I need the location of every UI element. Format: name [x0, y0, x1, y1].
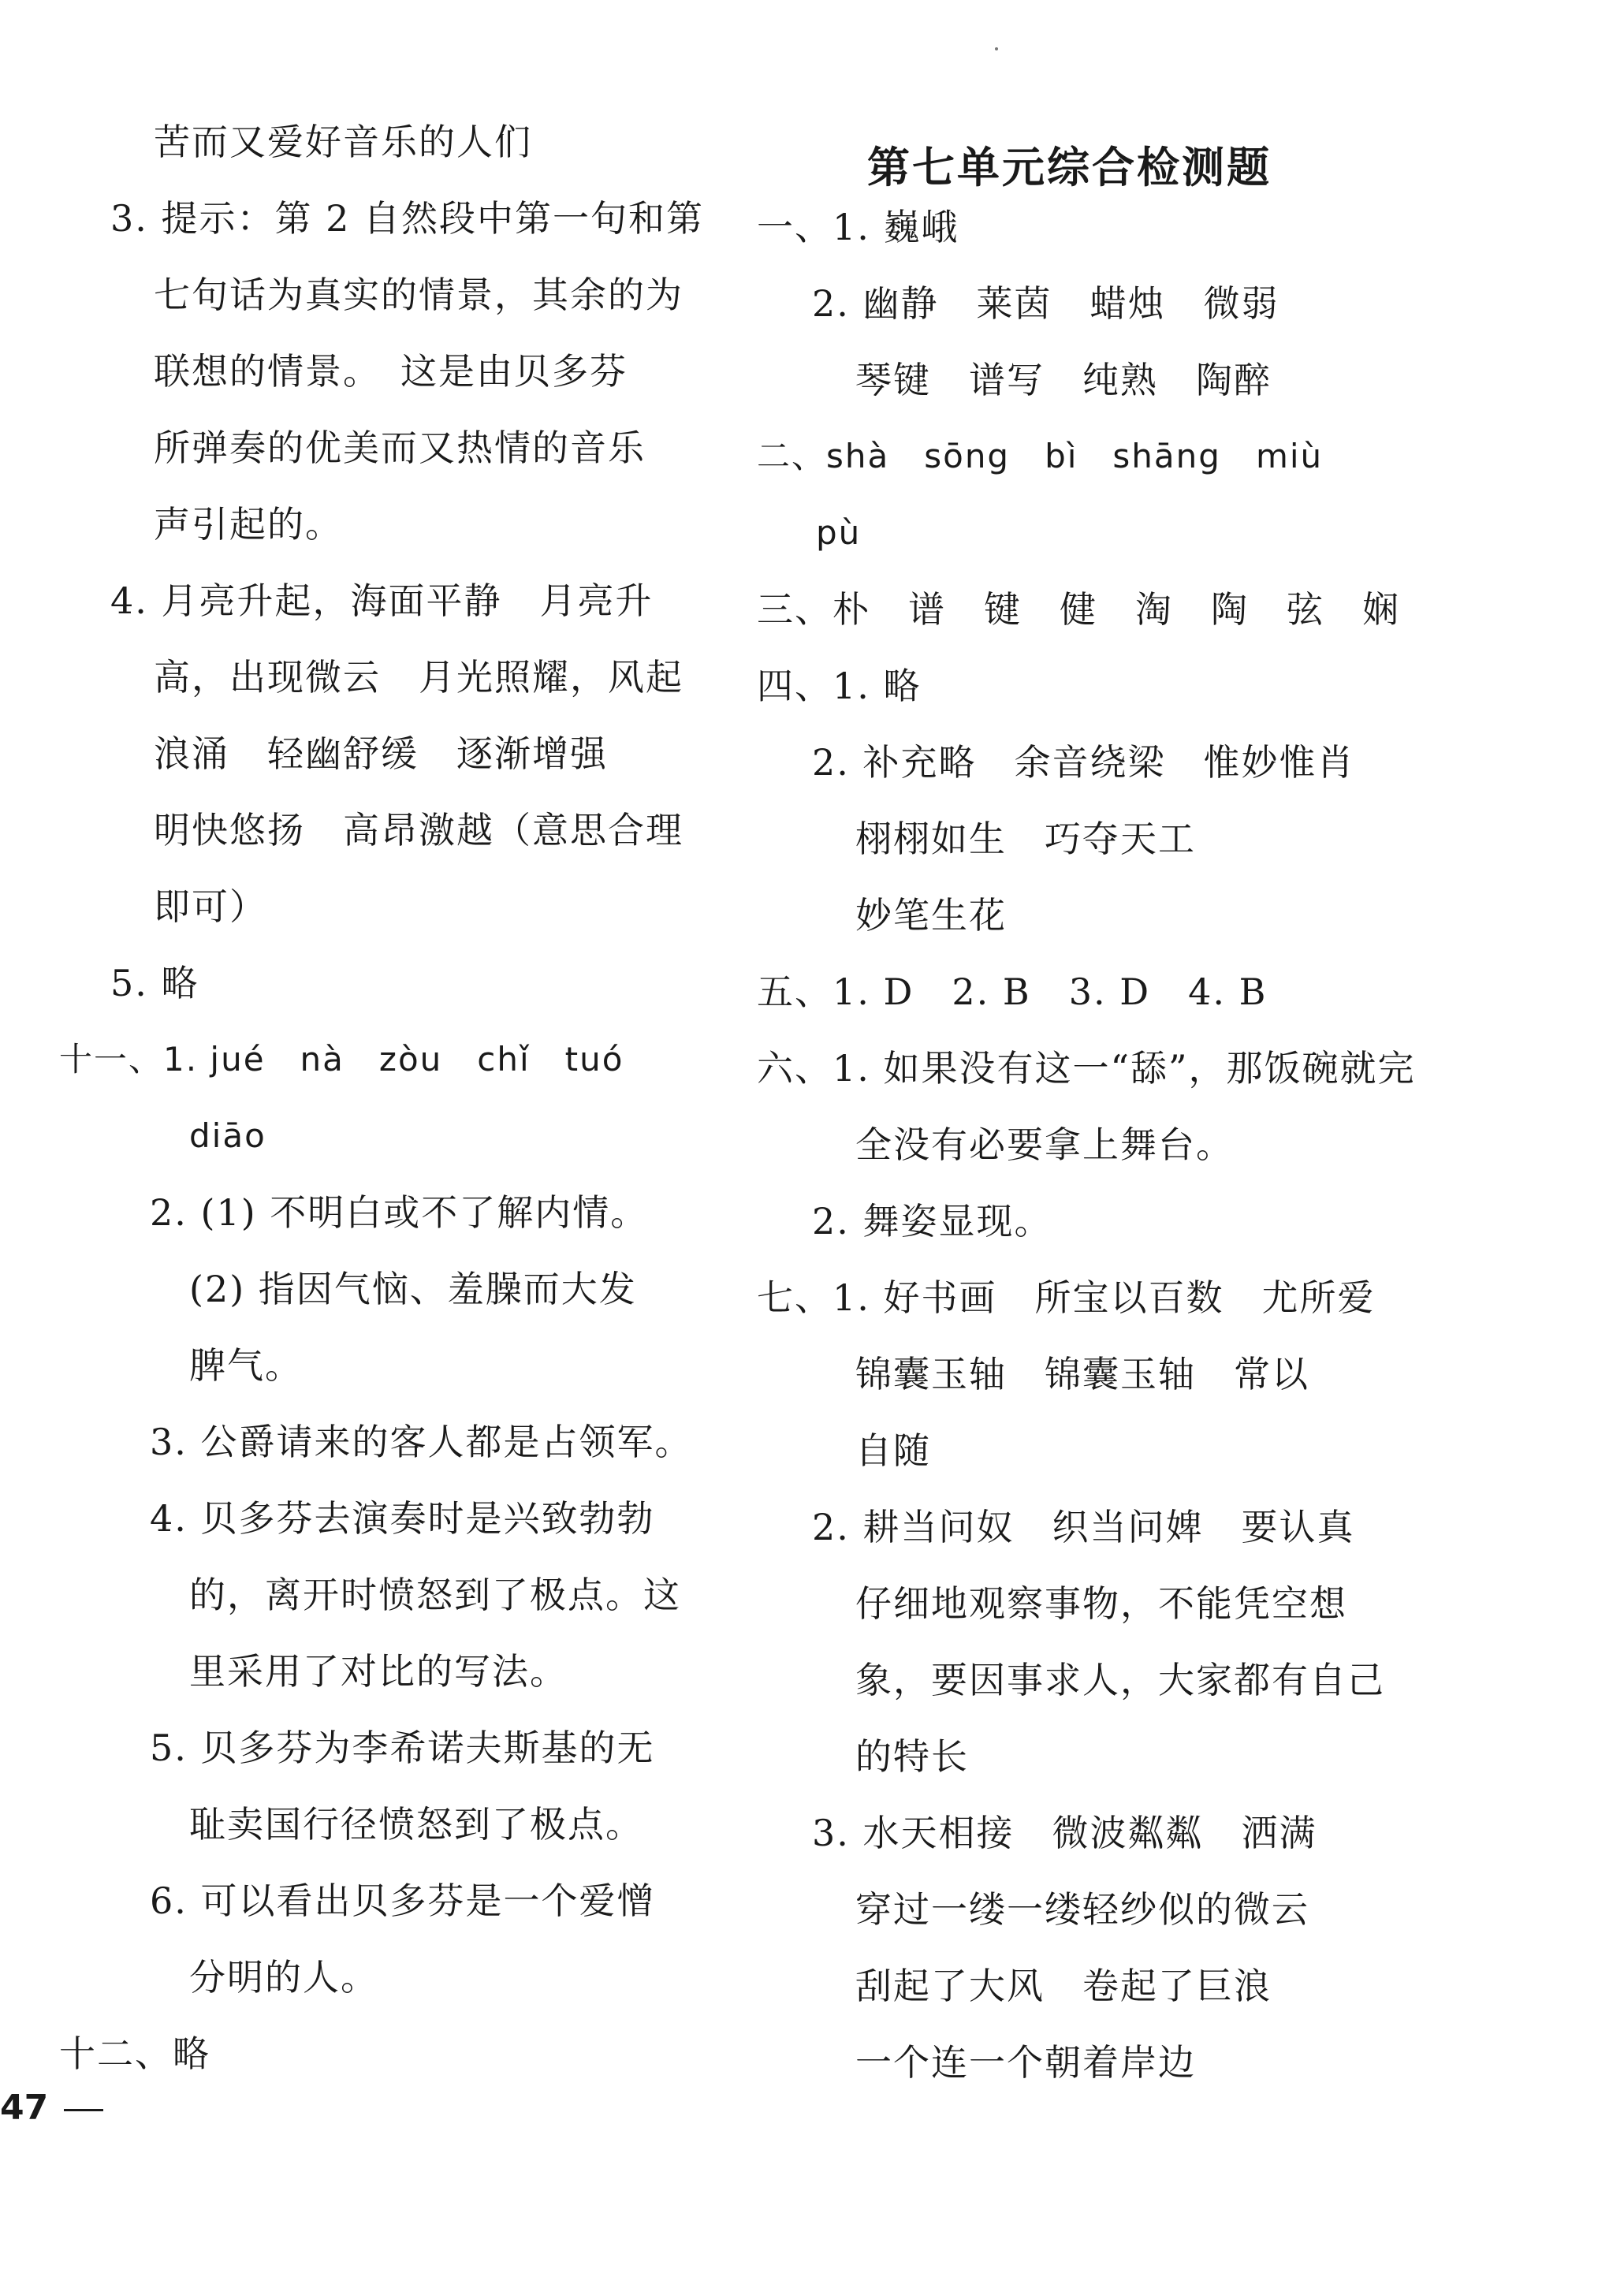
right-answer-line: 全没有必要拿上舞台。 [855, 1123, 1234, 1166]
right-answer-line: 七、1. 好书画 所宝以百数 尤所爱 [757, 1276, 1376, 1319]
right-answer-line: 自随 [855, 1429, 931, 1472]
left-answer-line: diāo [189, 1116, 266, 1155]
right-answer-line: pù [816, 513, 862, 552]
left-answer-line: 高，出现微云 月光照耀，风起 [154, 656, 683, 699]
right-answer-line: 2. 补充略 余音绕梁 惟妙惟肖 [812, 741, 1355, 784]
scan-speck [995, 47, 998, 50]
right-answer-line: 六、1. 如果没有这一“舔”，那饭碗就完 [757, 1047, 1416, 1090]
footer-dash [64, 2109, 103, 2111]
left-answer-line: 明快悠扬 高昂激越（意思合理 [154, 809, 683, 851]
right-answer-line: 琴键 谱写 纯熟 陶醉 [855, 359, 1272, 401]
left-answer-line: 5. 略 [110, 962, 199, 1004]
left-answer-line: 耻卖国行径愤怒到了极点。 [189, 1803, 643, 1846]
unit-seven-title: 第七单元综合检测题 [867, 143, 1272, 192]
right-answer-line: 仔细地观察事物，不能凭空想 [855, 1582, 1347, 1625]
right-answer-line: 栩栩如生 巧夺天工 [855, 818, 1196, 860]
left-answer-line: 分明的人。 [189, 1956, 378, 1999]
left-answer-line: 十一、1. jué nà zòu chǐ tuó [59, 1040, 624, 1079]
left-answer-line: 6. 可以看出贝多芬是一个爱憎 [150, 1880, 655, 1922]
right-answer-line: 3. 水天相接 微波粼粼 洒满 [812, 1812, 1317, 1854]
left-answer-line: 浪涌 轻幽舒缓 逐渐增强 [154, 732, 608, 775]
right-answer-line: 2. 舞姿显现。 [812, 1200, 1052, 1242]
left-answer-line: 所弹奏的优美而又热情的音乐 [154, 427, 646, 469]
right-answer-line: 一个连一个朝着岸边 [855, 2041, 1196, 2084]
left-answer-line: 苦而又爱好音乐的人们 [154, 121, 532, 163]
page-number: 47 [0, 2088, 49, 2128]
right-answer-line: 妙笔生花 [855, 894, 1007, 937]
page-footer [0, 2088, 103, 2128]
right-answer-line: 2. 耕当问奴 织当问婢 要认真 [812, 1506, 1355, 1548]
left-answer-line: 里采用了对比的写法。 [189, 1650, 568, 1693]
right-answer-line: 的特长 [855, 1735, 969, 1778]
left-answer-line: 3. 公爵请来的客人都是占领军。 [150, 1421, 693, 1463]
right-answer-line: 二、shà sōng bì shāng miù [757, 437, 1324, 475]
right-answer-line: 锦囊玉轴 锦囊玉轴 常以 [855, 1353, 1309, 1395]
right-answer-line: 象，要因事求人，大家都有自己 [855, 1659, 1385, 1701]
right-answer-line: 一、1. 巍峨 [757, 206, 959, 248]
left-answer-line: 七句话为真实的情景，其余的为 [154, 274, 683, 316]
left-answer-line: 5. 贝多芬为李希诺夫斯基的无 [150, 1727, 655, 1769]
left-answer-line: 声引起的。 [154, 503, 343, 546]
left-answer-line: 2. (1) 不明白或不了解内情。 [150, 1191, 649, 1234]
left-answer-line: (2) 指因气恼、羞臊而大发 [189, 1268, 637, 1310]
right-answer-line: 五、1. D 2. B 3. D 4. B [757, 970, 1268, 1013]
right-answer-line: 四、1. 略 [757, 665, 922, 707]
left-answer-line: 十二、略 [59, 2032, 210, 2075]
left-answer-line: 的，离开时愤怒到了极点。这 [189, 1574, 681, 1616]
left-answer-line: 4. 月亮升起，海面平静 月亮升 [110, 579, 654, 622]
right-answer-line: 三、朴 谱 键 健 淘 陶 弦 娴 [757, 588, 1400, 631]
right-answer-line: 2. 幽静 莱茵 蜡烛 微弱 [812, 282, 1279, 325]
right-answer-line: 刮起了大风 卷起了巨浪 [855, 1965, 1272, 2007]
left-answer-line: 3. 提示：第 2 自然段中第一句和第 [110, 197, 705, 240]
left-answer-line: 即可） [154, 885, 267, 928]
left-answer-line: 脾气。 [189, 1344, 303, 1387]
left-answer-line: 联想的情景。 这是由贝多芬 [154, 350, 628, 393]
left-answer-line: 4. 贝多芬去演奏时是兴致勃勃 [150, 1497, 655, 1540]
right-answer-line: 穿过一缕一缕轻纱似的微云 [855, 1888, 1309, 1931]
